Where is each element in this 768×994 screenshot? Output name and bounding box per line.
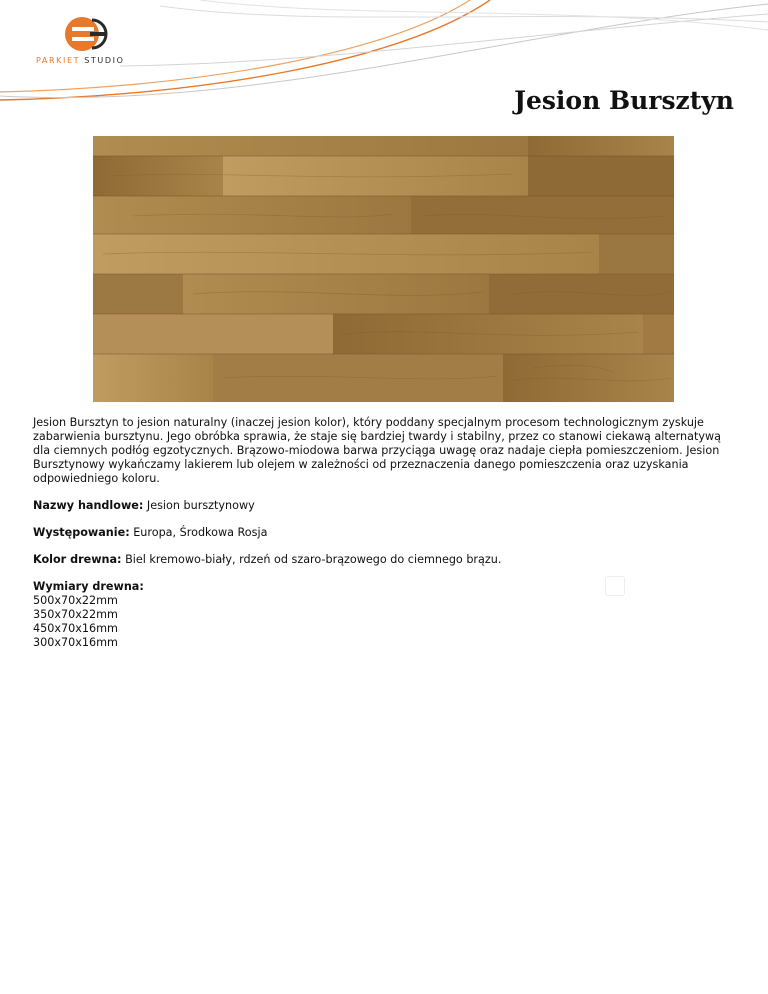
trade-names-label: Nazwy handlowe:: [33, 499, 144, 512]
logo[interactable]: [36, 14, 148, 70]
wood-color-label: Kolor drewna:: [33, 553, 122, 566]
dimensions-label: Wymiary drewna:: [33, 580, 144, 593]
dimension-item: 500x70x22mm: [33, 594, 118, 607]
wood-color-value: Biel kremowo-biały, rdzeń od szaro-brązowego do ciemnego brązu.: [121, 553, 502, 566]
trade-names-value: Jesion bursztynowy: [143, 499, 255, 512]
occurrence-row: [33, 526, 738, 540]
description-text: Jesion Bursztyn to jesion naturalny (inaczej jesion kolor), który poddany specjalnym procesom technologicznym zyskuje zabarwienia bursztynu. Jego obróbka sprawia, że staje się bardziej twardy i stabilny, przez co stanowi ciekawą alternatywą dla ciemnych podłóg egzotycznych. Brązowo-miodowa barwa przyciąga uwagę oraz nadaje ciepła pomieszczeniom. Jesion Bursztynowy wykańczamy lakierem lub olejem w zależności od przeznaczenia danego pomieszczenia oraz uzyskania odpowiedniego koloru.: [33, 416, 722, 485]
occurrence-label: Występowanie:: [33, 526, 130, 539]
logo-word-studio: STUDIO: [84, 56, 125, 65]
wood-color-row: [33, 553, 738, 567]
page-header: [0, 0, 768, 120]
product-description: [33, 416, 738, 663]
dimension-item: 350x70x22mm: [33, 608, 118, 621]
faint-placeholder-box: [605, 576, 625, 596]
dimension-item: 300x70x16mm: [33, 636, 118, 649]
logo-word-parkiet: PARKIET: [36, 56, 81, 65]
page-title: Jesion Bursztyn: [514, 86, 734, 115]
logo-mark-icon: [62, 14, 126, 54]
dimension-item: 450x70x16mm: [33, 622, 118, 635]
trade-names-row: [33, 499, 738, 513]
wood-floor-photo: [93, 136, 674, 402]
logo-text: [36, 56, 148, 65]
occurrence-value: Europa, Środkowa Rosja: [129, 526, 268, 539]
dimensions-section: [33, 580, 738, 650]
wood-planks-image: [93, 136, 674, 402]
